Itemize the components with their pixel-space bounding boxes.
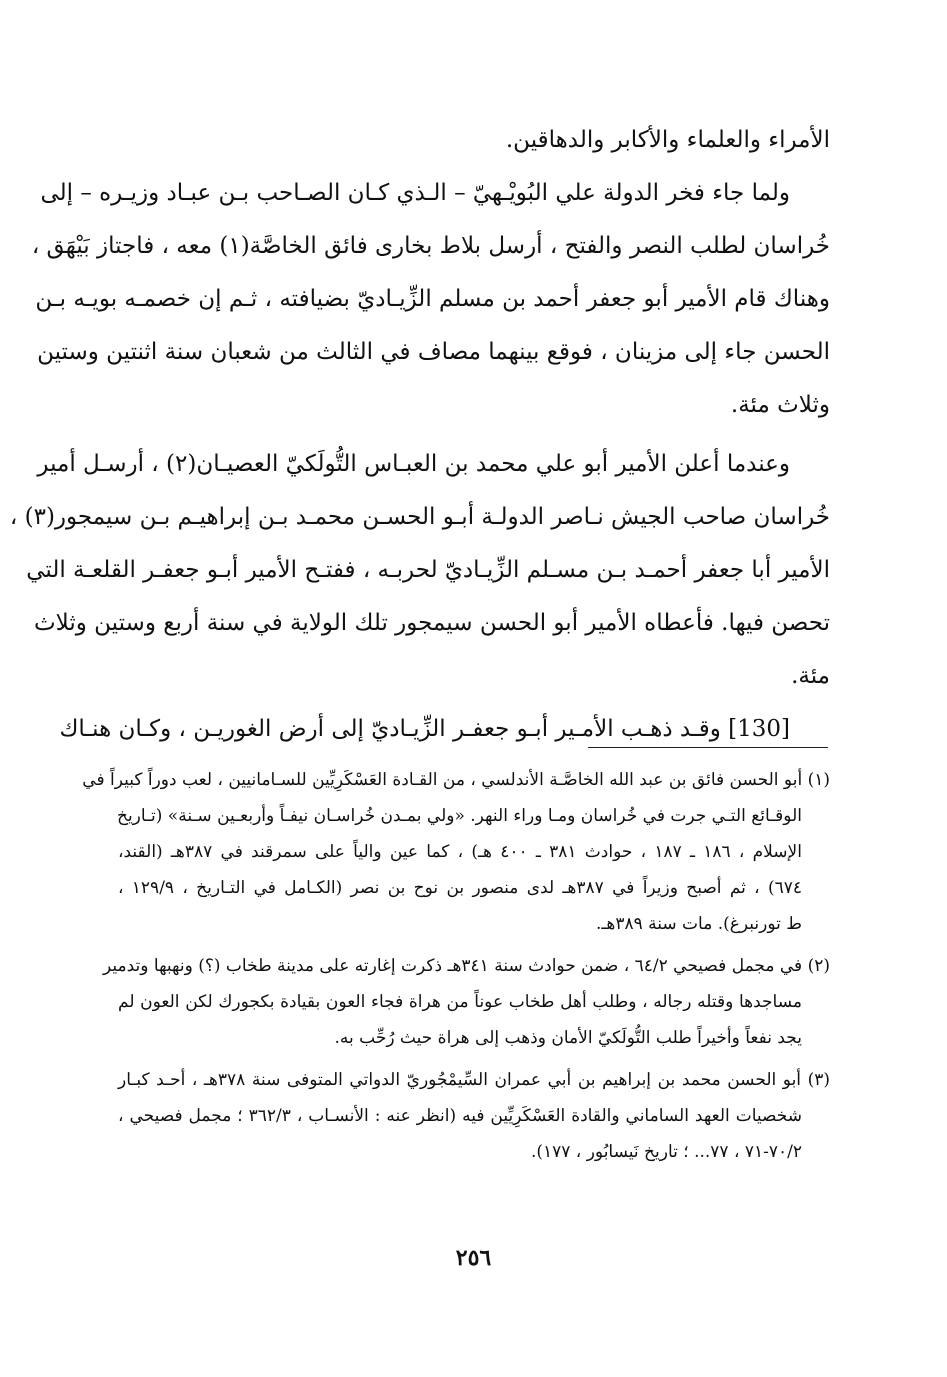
footnote-line: ط تورنبرغ). مات سنة ٣٨٩هـ.	[595, 914, 802, 934]
footnote-line: (٣) أبو الحسن محمد بن إبراهيم بن أبي عمران السِّيمْجُوريّ الدواتي المتوفى سنة ٣٧٨هـ ، أحـد كبـار	[118, 1070, 831, 1090]
footnote-2	[103, 951, 830, 1059]
footnote-line: الوقـائع التـي جرت في خُراسان ومـا وراء النهر. «ولي بمـدن خُراسـان نيفـاً وأربعـين سـنة» (تـاريخ	[116, 806, 802, 826]
footnote-line: (٢) في مجمل فصيحي ٦٤/٢ ، ضمن حوادث سنة ٣٤١هـ ذكرت إغارته على مدينة طخاب (؟) ونهبها وتدمير	[103, 956, 830, 976]
text-line: الأمير أبا جعفر أحمـد بـن مسـلم الزِّيـاديّ لحربـه ، ففتـح الأمير أبـو جعفـر القلعـة التي	[26, 557, 830, 583]
footnote-line: (١) أبو الحسن فائق بن عبد الله الخاصَّـة الأندلسي ، من القـادة العَسْكَرِيِّين للسـامانيين ، لعب دوراً كبيراً في	[82, 770, 830, 790]
footnote-line: مساجدها وقتله رجاله ، وطلب أهل طخاب عوناً من هراة فجاء العون بقيادة بكجورك لكن العون لم	[118, 992, 802, 1012]
footnote-3	[118, 1065, 830, 1173]
text-line: وهناك قام الأمير أبو جعفر أحمد بن مسلم الزِّيـاديّ بضيافته ، ثـم إن خصمـه بويـه بـن	[35, 286, 830, 312]
footnote-line: ٦٧٤) ، ثم أصبح وزيراً في ٣٨٧هـ لدى منصور بن نوح بن نصر (الكـامل في التـاريخ ، ١٢٩/٩ ،	[118, 878, 803, 898]
main-text	[9, 120, 830, 762]
footnote-line: يجد نفعاً وأخيراً طلب التُّولَكيّ الأمان وذهب إلى هراة حيث رُحِّب به.	[334, 1028, 802, 1048]
text-line: مئة.	[791, 663, 830, 689]
text-line: خُراسان صاحب الجيش نـاصر الدولـة أبـو الحسـن محمـد بـن إبراهيـم بـن سيمجور(٣) ،	[9, 504, 830, 530]
text-line: خُراسان لطلب النصر والفتح ، أرسل بلاط بخارى فائق الخاصَّة(١) معه ، فاجتاز بَيْهَق ،	[31, 233, 830, 259]
footnote-line: ٧٠/٢-٧١ ، ٧٧... ؛ تاريخ نَيسابُور ، ١٧٧).	[530, 1142, 802, 1162]
footnote-divider	[588, 747, 828, 748]
text-line: الحسن جاء إلى مزينان ، فوقع بينهما مصاف في الثالث من شعبان سنة اثنتين وستين	[37, 339, 830, 365]
text-line: وثلاث مئة.	[730, 392, 830, 418]
text-line: تحصن فيها. فأعطاه الأمير أبو الحسن سيمجور تلك الولاية في سنة أربع وستين وثلاث	[33, 610, 830, 636]
page-number: ٢٥٦	[455, 1245, 492, 1271]
text-line: وعندما أعلن الأمير أبو علي محمد بن العبـاس التُّولَكيّ العصيـان(٢) ، أرسـل أمير	[37, 451, 790, 477]
footnote-line: الإسلام ، ١٨٦ ـ ١٨٧ ، حوادث ٣٨١ ـ ٤٠٠ هـ) ، كما عين والياً على سمرقند في ٣٨٧هـ (القند،	[118, 842, 802, 862]
text-line: ولما جاء فخر الدولة علي البُويْـهيّ – الـذي كـان الصـاحب بـن عبـاد وزيـره – إلى	[40, 180, 790, 206]
text-line: الأمراء والعلماء والأكابر والدهاقين.	[505, 127, 830, 153]
footnote-1	[82, 765, 830, 945]
text-line: [130] وقـد ذهـب الأمـير أبـو جعفـر الزِّيـاديّ إلى أرض الغوريـن ، وكـان هنـاك	[59, 716, 790, 742]
footnote-line: شخصيات العهد الساماني والقادة العَسْكَرِيِّين فيه (انظر عنه : الأنسـاب ، ٣٦٢/٣ ؛ مجمل فصيحي ،	[118, 1106, 802, 1126]
footnotes	[82, 765, 831, 1173]
